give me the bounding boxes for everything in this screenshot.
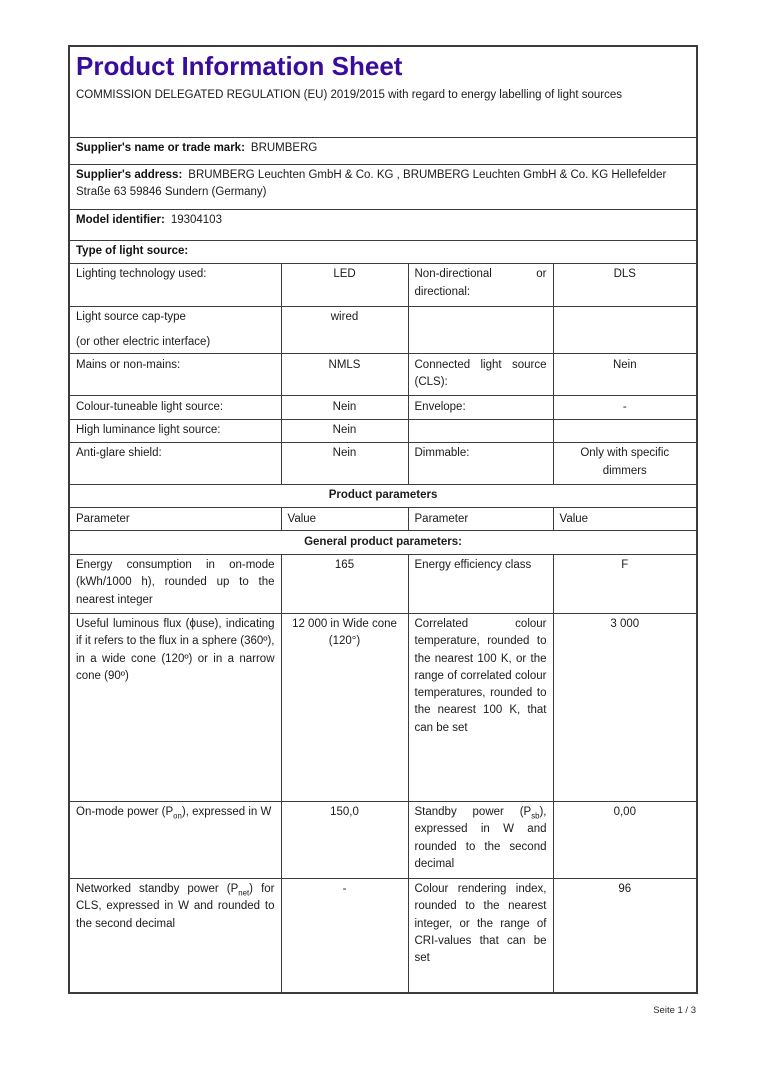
supplier-address-cell bbox=[69, 164, 697, 209]
supplier-name-value: BRUMBERG bbox=[250, 142, 318, 154]
supplier-name-cell bbox=[69, 137, 697, 164]
column-header-parameter: Parameter bbox=[69, 508, 281, 531]
param-label-cell: Colour rendering index, rounded to the nearest integer, or the range of CRI-values that can be set bbox=[408, 878, 553, 993]
table-row bbox=[69, 396, 697, 419]
param-label-cell: Energy efficiency class bbox=[408, 554, 553, 613]
section-header-row bbox=[69, 531, 697, 554]
model-identifier-label: Model identifier: bbox=[76, 214, 165, 226]
param-label-cell: Connected light source (CLS): bbox=[408, 354, 553, 396]
title-row bbox=[69, 46, 697, 137]
param-label-cell: Lighting technology used: bbox=[69, 263, 281, 306]
param-value-cell: 0,00 bbox=[553, 801, 697, 878]
param-value-cell: LED bbox=[281, 263, 408, 306]
param-value-cell: Nein bbox=[281, 396, 408, 419]
model-identifier-row bbox=[69, 209, 697, 240]
table-row bbox=[69, 554, 697, 613]
table-row bbox=[69, 354, 697, 396]
table-row bbox=[69, 878, 697, 993]
param-value-cell: - bbox=[553, 396, 697, 419]
param-value-cell: 165 bbox=[281, 554, 408, 613]
regulation-subtitle: COMMISSION DELEGATED REGULATION (EU) 2019/2015 with regard to energy labelling of light sources bbox=[76, 89, 623, 101]
product-info-table bbox=[68, 45, 698, 994]
param-label-cell-empty bbox=[408, 306, 553, 354]
param-label-cell: Envelope: bbox=[408, 396, 553, 419]
param-value-cell: Only with specific dimmers bbox=[553, 442, 697, 484]
supplier-name-row bbox=[69, 137, 697, 164]
param-value-cell: Nein bbox=[281, 419, 408, 442]
param-value-cell: - bbox=[281, 878, 408, 993]
param-label-cell: Non-directional or directional: bbox=[408, 263, 553, 306]
page-title: Product Information Sheet bbox=[76, 50, 403, 81]
model-identifier-cell bbox=[69, 209, 697, 240]
column-header-value: Value bbox=[281, 508, 408, 531]
table-row bbox=[69, 442, 697, 484]
param-value-cell: DLS bbox=[553, 263, 697, 306]
param-value-cell-empty bbox=[553, 419, 697, 442]
type-of-light-source-row bbox=[69, 240, 697, 263]
param-label-cell: Colour-tuneable light source: bbox=[69, 396, 281, 419]
column-header-row bbox=[69, 508, 697, 531]
column-header-value: Value bbox=[553, 508, 697, 531]
general-product-parameters-header: General product parameters: bbox=[69, 531, 697, 554]
param-label-cell: On-mode power $(P_{on})$, expressed in W bbox=[69, 801, 281, 878]
cap-type-line1: Light source cap-type bbox=[76, 311, 186, 324]
param-value-cell: 150,0 bbox=[281, 801, 408, 878]
table-row bbox=[69, 263, 697, 306]
supplier-address-row bbox=[69, 164, 697, 209]
table-row bbox=[69, 801, 697, 878]
param-label-cell: High luminance light source: bbox=[69, 419, 281, 442]
param-label-cell: Mains or non-mains: bbox=[69, 354, 281, 396]
param-label-cell: Energy consumption in on-mode (kWh/1000 h), rounded up to the nearest integer bbox=[69, 554, 281, 613]
section-header-row bbox=[69, 484, 697, 507]
param-value-cell: Nein bbox=[553, 354, 697, 396]
param-label-cell: Useful luminous flux (ϕuse), indicating if it refers to the flux in a sphere (360º), in a wide cone (120º) or in a narrow cone (90º) bbox=[69, 613, 281, 801]
param-label-cell bbox=[69, 306, 281, 354]
page-footer: Seite 1 / 3 bbox=[653, 1005, 696, 1016]
param-label-cell-empty bbox=[408, 419, 553, 442]
supplier-name-label: Supplier's name or trade mark: bbox=[76, 142, 245, 154]
param-label-cell: Dimmable: bbox=[408, 442, 553, 484]
param-label-cell: Anti-glare shield: bbox=[69, 442, 281, 484]
title-cell bbox=[69, 46, 697, 137]
param-label-cell: Correlated colour temperature, rounded to the nearest 100 K, or the range of correlated colour temperatures, rounded to the nearest 100 K, that can be set bbox=[408, 613, 553, 801]
supplier-address-value: BRUMBERG Leuchten GmbH & Co. KG , BRUMBERG Leuchten GmbH & Co. KG Hellefelder Straße 63 59846 Sundern (Germany) bbox=[76, 169, 667, 199]
param-value-cell: wired bbox=[281, 306, 408, 354]
table-row bbox=[69, 306, 697, 354]
param-value-cell: F bbox=[553, 554, 697, 613]
type-of-light-source-cell bbox=[69, 240, 697, 263]
type-of-light-source-label: Type of light source: bbox=[76, 245, 189, 257]
column-header-parameter: Parameter bbox=[408, 508, 553, 531]
product-parameters-header: Product parameters bbox=[69, 484, 697, 507]
cap-type-line2: (or other electric interface) bbox=[76, 335, 211, 348]
supplier-address-label: Supplier's address: bbox=[76, 169, 183, 181]
param-label-cell: Standby power $(P_{sb})$, expressed in W and rounded to the second decimal bbox=[408, 801, 553, 878]
param-value-cell: Nein bbox=[281, 442, 408, 484]
table-row bbox=[69, 613, 697, 801]
param-value-cell: 96 bbox=[553, 878, 697, 993]
param-value-cell: 3 000 bbox=[553, 613, 697, 801]
param-value-cell-empty bbox=[553, 306, 697, 354]
param-label-cell: Networked standby power $(P_{net})$ for CLS, expressed in W and rounded to the second decimal bbox=[69, 878, 281, 993]
param-value-cell: NMLS bbox=[281, 354, 408, 396]
table-row bbox=[69, 419, 697, 442]
model-identifier-value: 19304103 bbox=[170, 214, 222, 226]
param-value-cell: 12 000 in Wide cone (120°) bbox=[281, 613, 408, 801]
